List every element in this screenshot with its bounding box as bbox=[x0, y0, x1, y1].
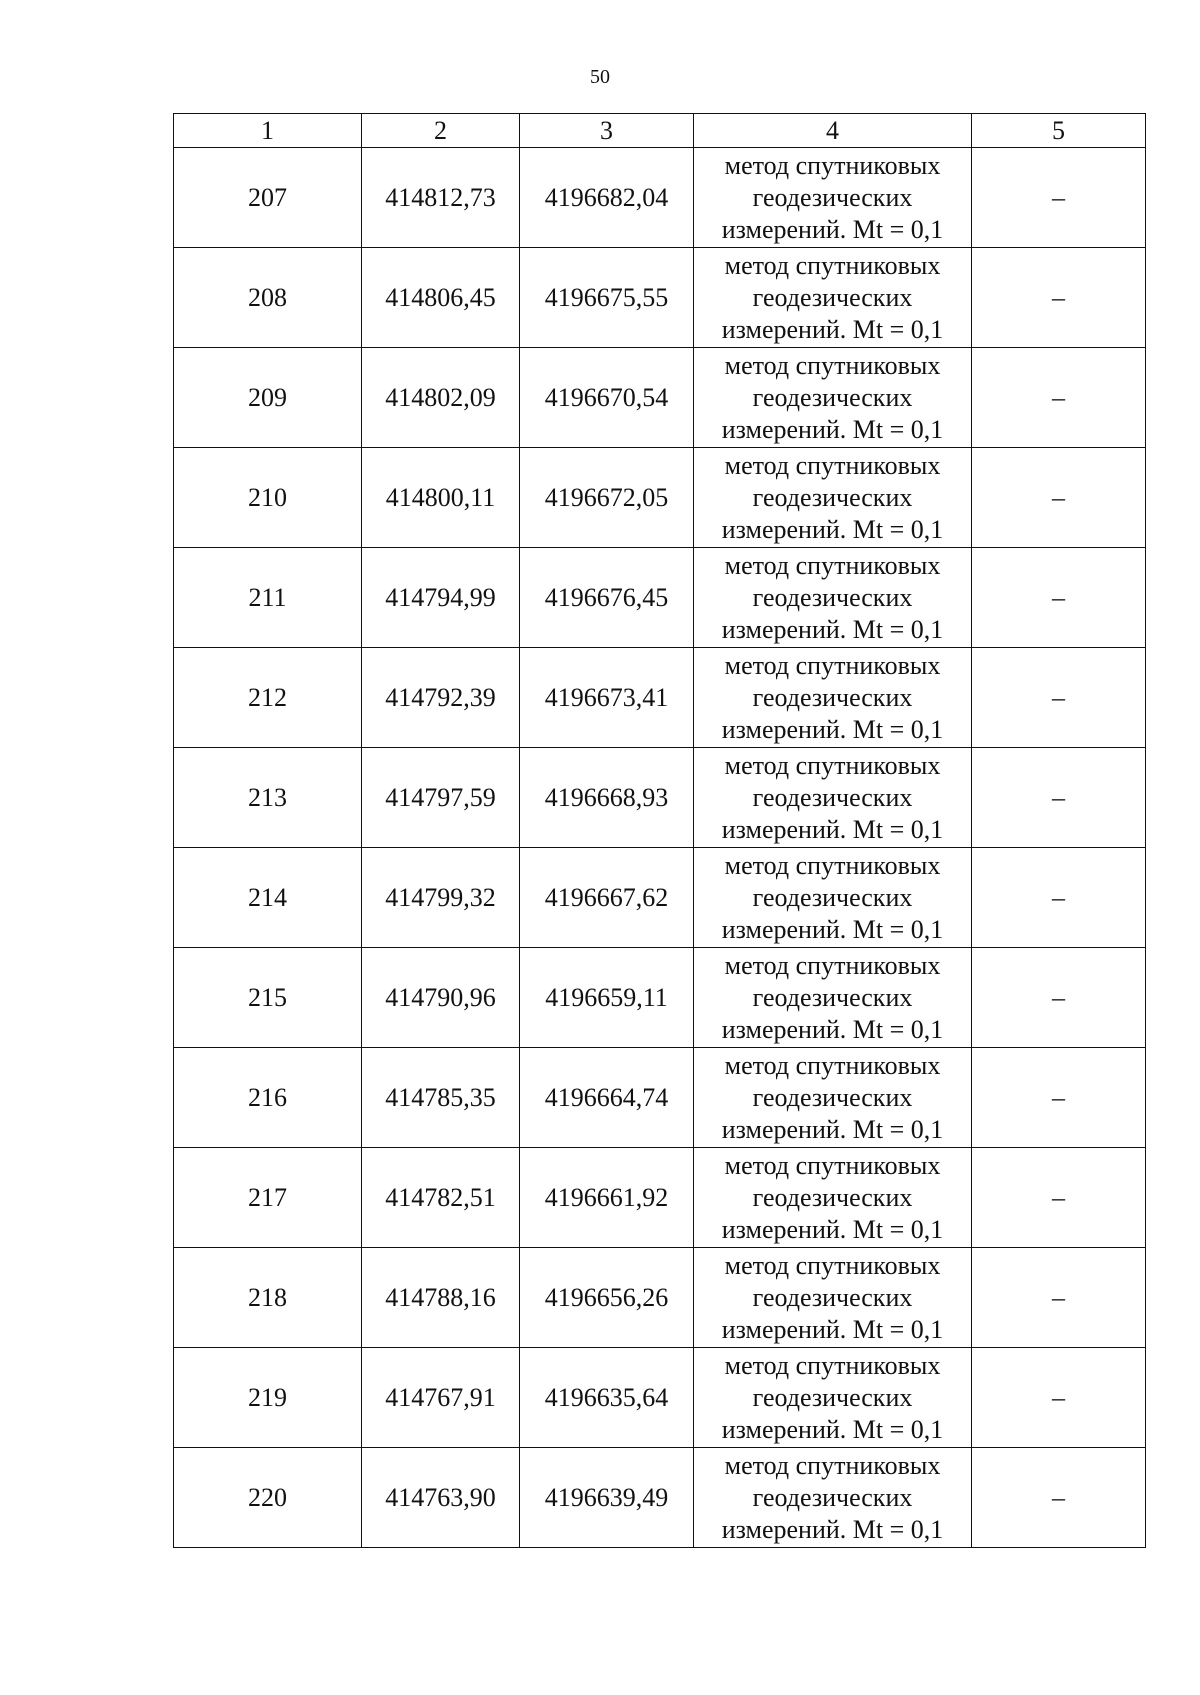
y-coordinate-cell: 4196639,49 bbox=[520, 1448, 694, 1548]
x-coordinate-cell: 414800,11 bbox=[362, 448, 520, 548]
method-line-2: геодезических bbox=[752, 982, 913, 1012]
point-number-cell: 212 bbox=[174, 648, 362, 748]
x-coordinate-cell: 414806,45 bbox=[362, 248, 520, 348]
method-line-3: измерений. Mt = 0,1 bbox=[721, 714, 944, 744]
method-line-1: метод спутниковых bbox=[724, 550, 941, 580]
method-cell bbox=[694, 148, 972, 248]
method-cell bbox=[694, 548, 972, 648]
method-line-3: измерений. Mt = 0,1 bbox=[721, 1514, 944, 1544]
description-cell: – bbox=[972, 1148, 1146, 1248]
y-coordinate-cell: 4196670,54 bbox=[520, 348, 694, 448]
point-number-cell: 209 bbox=[174, 348, 362, 448]
method-line-3: измерений. Mt = 0,1 bbox=[721, 614, 944, 644]
point-number-cell: 216 bbox=[174, 1048, 362, 1148]
description-cell: – bbox=[972, 848, 1146, 948]
method-line-1: метод спутниковых bbox=[724, 1450, 941, 1480]
coordinates-table-container bbox=[173, 113, 1145, 1548]
description-cell: – bbox=[972, 248, 1146, 348]
point-number-cell: 208 bbox=[174, 248, 362, 348]
y-coordinate-cell: 4196659,11 bbox=[520, 948, 694, 1048]
method-line-2: геодезических bbox=[752, 682, 913, 712]
table-row bbox=[174, 648, 1146, 748]
x-coordinate-cell: 414797,59 bbox=[362, 748, 520, 848]
column-header-2: 2 bbox=[362, 114, 520, 148]
method-cell bbox=[694, 648, 972, 748]
description-cell: – bbox=[972, 448, 1146, 548]
x-coordinate-cell: 414767,91 bbox=[362, 1348, 520, 1448]
method-line-1: метод спутниковых bbox=[724, 1350, 941, 1380]
method-line-2: геодезических bbox=[752, 1282, 913, 1312]
method-line-2: геодезических bbox=[752, 582, 913, 612]
description-cell: – bbox=[972, 948, 1146, 1048]
method-line-1: метод спутниковых bbox=[724, 1050, 941, 1080]
column-header-1: 1 bbox=[174, 114, 362, 148]
table-row bbox=[174, 548, 1146, 648]
point-number-cell: 215 bbox=[174, 948, 362, 1048]
column-header-5: 5 bbox=[972, 114, 1146, 148]
y-coordinate-cell: 4196673,41 bbox=[520, 648, 694, 748]
method-line-2: геодезических bbox=[752, 282, 913, 312]
method-line-2: геодезических bbox=[752, 482, 913, 512]
method-line-1: метод спутниковых bbox=[724, 1150, 941, 1180]
description-cell: – bbox=[972, 1248, 1146, 1348]
x-coordinate-cell: 414785,35 bbox=[362, 1048, 520, 1148]
method-cell bbox=[694, 448, 972, 548]
method-line-1: метод спутниковых bbox=[724, 150, 941, 180]
method-line-1: метод спутниковых bbox=[724, 350, 941, 380]
y-coordinate-cell: 4196682,04 bbox=[520, 148, 694, 248]
method-line-2: геодезических bbox=[752, 1182, 913, 1212]
description-cell: – bbox=[972, 348, 1146, 448]
point-number-cell: 211 bbox=[174, 548, 362, 648]
x-coordinate-cell: 414792,39 bbox=[362, 648, 520, 748]
method-cell bbox=[694, 948, 972, 1048]
method-line-1: метод спутниковых bbox=[724, 450, 941, 480]
column-header-4: 4 bbox=[694, 114, 972, 148]
method-line-3: измерений. Mt = 0,1 bbox=[721, 414, 944, 444]
method-cell bbox=[694, 348, 972, 448]
table-row bbox=[174, 748, 1146, 848]
method-line-3: измерений. Mt = 0,1 bbox=[721, 1214, 944, 1244]
method-line-1: метод спутниковых bbox=[724, 1250, 941, 1280]
description-cell: – bbox=[972, 1448, 1146, 1548]
table-row bbox=[174, 1448, 1146, 1548]
method-line-1: метод спутниковых bbox=[724, 750, 941, 780]
page-number: 50 bbox=[590, 66, 610, 88]
method-cell bbox=[694, 1048, 972, 1148]
description-cell: – bbox=[972, 1048, 1146, 1148]
method-line-3: измерений. Mt = 0,1 bbox=[721, 1414, 944, 1444]
table-row bbox=[174, 1248, 1146, 1348]
method-cell bbox=[694, 848, 972, 948]
point-number-cell: 217 bbox=[174, 1148, 362, 1248]
method-line-1: метод спутниковых bbox=[724, 250, 941, 280]
table-header-row bbox=[174, 114, 1146, 148]
method-line-3: измерений. Mt = 0,1 bbox=[721, 314, 944, 344]
description-cell: – bbox=[972, 748, 1146, 848]
method-cell bbox=[694, 1248, 972, 1348]
table-row bbox=[174, 448, 1146, 548]
description-cell: – bbox=[972, 1348, 1146, 1448]
method-line-2: геодезических bbox=[752, 382, 913, 412]
table-row bbox=[174, 1048, 1146, 1148]
point-number-cell: 213 bbox=[174, 748, 362, 848]
y-coordinate-cell: 4196664,74 bbox=[520, 1048, 694, 1148]
method-cell bbox=[694, 1148, 972, 1248]
point-number-cell: 218 bbox=[174, 1248, 362, 1348]
table-row bbox=[174, 948, 1146, 1048]
table-row bbox=[174, 148, 1146, 248]
y-coordinate-cell: 4196668,93 bbox=[520, 748, 694, 848]
x-coordinate-cell: 414794,99 bbox=[362, 548, 520, 648]
table-row bbox=[174, 848, 1146, 948]
description-cell: – bbox=[972, 148, 1146, 248]
x-coordinate-cell: 414788,16 bbox=[362, 1248, 520, 1348]
y-coordinate-cell: 4196635,64 bbox=[520, 1348, 694, 1448]
x-coordinate-cell: 414782,51 bbox=[362, 1148, 520, 1248]
point-number-cell: 219 bbox=[174, 1348, 362, 1448]
point-number-cell: 210 bbox=[174, 448, 362, 548]
description-cell: – bbox=[972, 648, 1146, 748]
method-line-2: геодезических bbox=[752, 882, 913, 912]
method-line-3: измерений. Mt = 0,1 bbox=[721, 1314, 944, 1344]
table-row bbox=[174, 1148, 1146, 1248]
method-cell bbox=[694, 748, 972, 848]
method-cell bbox=[694, 1448, 972, 1548]
coordinates-table bbox=[173, 113, 1146, 1548]
method-line-1: метод спутниковых bbox=[724, 950, 941, 980]
x-coordinate-cell: 414802,09 bbox=[362, 348, 520, 448]
method-line-3: измерений. Mt = 0,1 bbox=[721, 214, 944, 244]
table-row bbox=[174, 348, 1146, 448]
x-coordinate-cell: 414799,32 bbox=[362, 848, 520, 948]
table-row bbox=[174, 1348, 1146, 1448]
method-line-1: метод спутниковых bbox=[724, 650, 941, 680]
method-line-3: измерений. Mt = 0,1 bbox=[721, 914, 944, 944]
method-line-1: метод спутниковых bbox=[724, 850, 941, 880]
x-coordinate-cell: 414790,96 bbox=[362, 948, 520, 1048]
description-cell: – bbox=[972, 548, 1146, 648]
method-line-3: измерений. Mt = 0,1 bbox=[721, 1014, 944, 1044]
method-line-3: измерений. Mt = 0,1 bbox=[721, 1114, 944, 1144]
method-line-2: геодезических bbox=[752, 782, 913, 812]
y-coordinate-cell: 4196656,26 bbox=[520, 1248, 694, 1348]
table-row bbox=[174, 248, 1146, 348]
point-number-cell: 220 bbox=[174, 1448, 362, 1548]
method-line-3: измерений. Mt = 0,1 bbox=[721, 814, 944, 844]
point-number-cell: 214 bbox=[174, 848, 362, 948]
method-line-2: геодезических bbox=[752, 182, 913, 212]
point-number-cell: 207 bbox=[174, 148, 362, 248]
x-coordinate-cell: 414763,90 bbox=[362, 1448, 520, 1548]
table-body bbox=[174, 148, 1146, 1548]
y-coordinate-cell: 4196661,92 bbox=[520, 1148, 694, 1248]
y-coordinate-cell: 4196667,62 bbox=[520, 848, 694, 948]
method-line-2: геодезических bbox=[752, 1482, 913, 1512]
method-cell bbox=[694, 1348, 972, 1448]
column-header-3: 3 bbox=[520, 114, 694, 148]
method-cell bbox=[694, 248, 972, 348]
method-line-2: геодезических bbox=[752, 1082, 913, 1112]
method-line-3: измерений. Mt = 0,1 bbox=[721, 514, 944, 544]
x-coordinate-cell: 414812,73 bbox=[362, 148, 520, 248]
y-coordinate-cell: 4196675,55 bbox=[520, 248, 694, 348]
y-coordinate-cell: 4196676,45 bbox=[520, 548, 694, 648]
method-line-2: геодезических bbox=[752, 1382, 913, 1412]
y-coordinate-cell: 4196672,05 bbox=[520, 448, 694, 548]
